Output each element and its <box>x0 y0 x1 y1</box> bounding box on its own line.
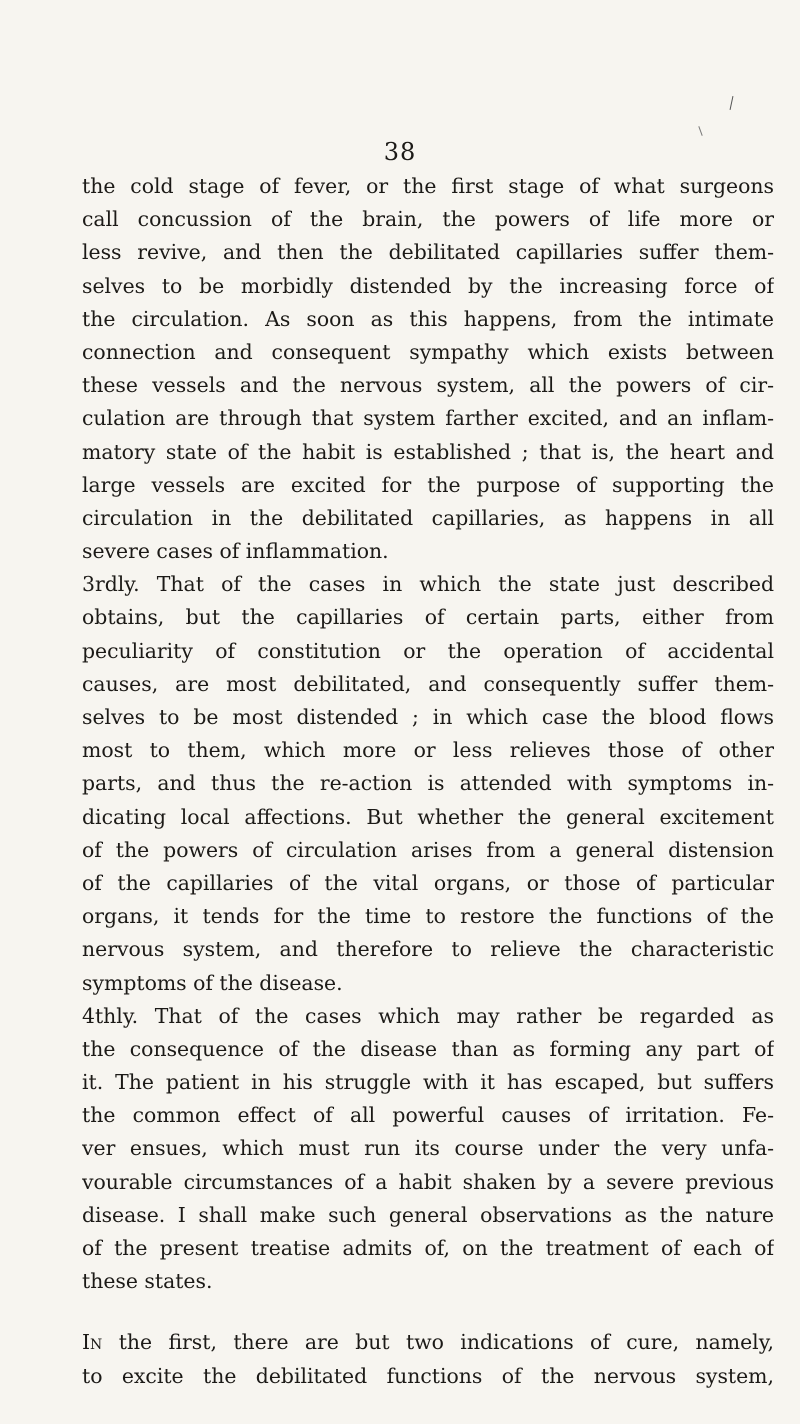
text-line: of the capillaries of the vital organs, or those of particular <box>82 870 774 895</box>
text-line: peculiarity of constitution or the operation of accidental <box>82 638 774 663</box>
paragraph-gap <box>82 1298 774 1326</box>
text-line: 3rdly. That of the cases in which the state just described <box>82 572 774 597</box>
final-paragraph-line-text: the first, there are but two indications of cure, namely, <box>118 1330 774 1355</box>
body-text <box>82 170 774 1393</box>
stray-ink-mark <box>730 96 734 110</box>
text-line: less revive, and then the debilitated capillaries suffer them- <box>82 240 774 265</box>
text-line: severe cases of inflammation. <box>82 539 389 564</box>
text-line: organs, it tends for the time to restore the functions of the <box>82 904 774 929</box>
text-line: circulation in the debilitated capillaries, as happens in all <box>82 505 774 530</box>
text-line: selves to be morbidly distended by the increasing force of <box>82 273 774 298</box>
text-line: these vessels and the nervous system, all the powers of cir- <box>82 373 774 398</box>
text-line: the circulation. As soon as this happens, from the intimate <box>82 306 774 331</box>
page-number: 38 <box>383 138 417 166</box>
text-line: of the present treatise admits of, on the treatment of each of <box>82 1236 774 1260</box>
text-line: the consequence of the disease than as forming any part of <box>82 1036 774 1061</box>
final-paragraph-line: to excite the debilitated functions of the nervous system, <box>82 1363 774 1388</box>
text-line: disease. I shall make such general observations as the nature <box>82 1202 774 1227</box>
text-line: 4thly. That of the cases which may rather be regarded as <box>82 1003 774 1028</box>
text-line: call concussion of the brain, the powers of life more or <box>82 207 774 232</box>
text-line: selves to be most distended ; in which case the blood flows <box>82 705 774 729</box>
text-line: parts, and thus the re-action is attended with symptoms in- <box>82 771 774 796</box>
stray-ink-mark <box>698 126 702 136</box>
text-line: obtains, but the capillaries of certain parts, either from <box>82 605 774 630</box>
text-line: symptoms of the disease. <box>82 970 343 995</box>
text-line: connection and consequent sympathy which exists between <box>82 339 774 364</box>
text-line: culation are through that system farther excited, and an inflam- <box>82 406 774 431</box>
text-line: it. The patient in his struggle with it has escaped, but suffers <box>82 1070 774 1095</box>
text-line: of the powers of circulation arises from a general distension <box>82 837 774 862</box>
text-line: causes, are most debilitated, and consequently suffer them- <box>82 671 774 696</box>
text-line: the cold stage of fever, or the first stage of what surgeons <box>82 174 774 198</box>
text-line: dicating local affections. But whether the general excitement <box>82 804 774 829</box>
text-line: most to them, which more or less relieves those of other <box>82 738 774 763</box>
text-line: large vessels are excited for the purpose of supporting the <box>82 472 774 497</box>
small-caps-opening-word: In <box>82 1330 103 1355</box>
text-line: matory state of the habit is established ; that is, the heart and <box>82 439 774 464</box>
text-line: nervous system, and therefore to relieve the characteristic <box>82 937 774 962</box>
text-line: ver ensues, which must run its course under the very unfa- <box>82 1136 774 1161</box>
text-line: vourable circumstances of a habit shaken by a severe previous <box>82 1169 774 1194</box>
text-line: these states. <box>82 1269 213 1294</box>
text-line: the common effect of all powerful causes of irritation. Fe- <box>82 1103 774 1128</box>
final-paragraph-line <box>82 1326 774 1359</box>
